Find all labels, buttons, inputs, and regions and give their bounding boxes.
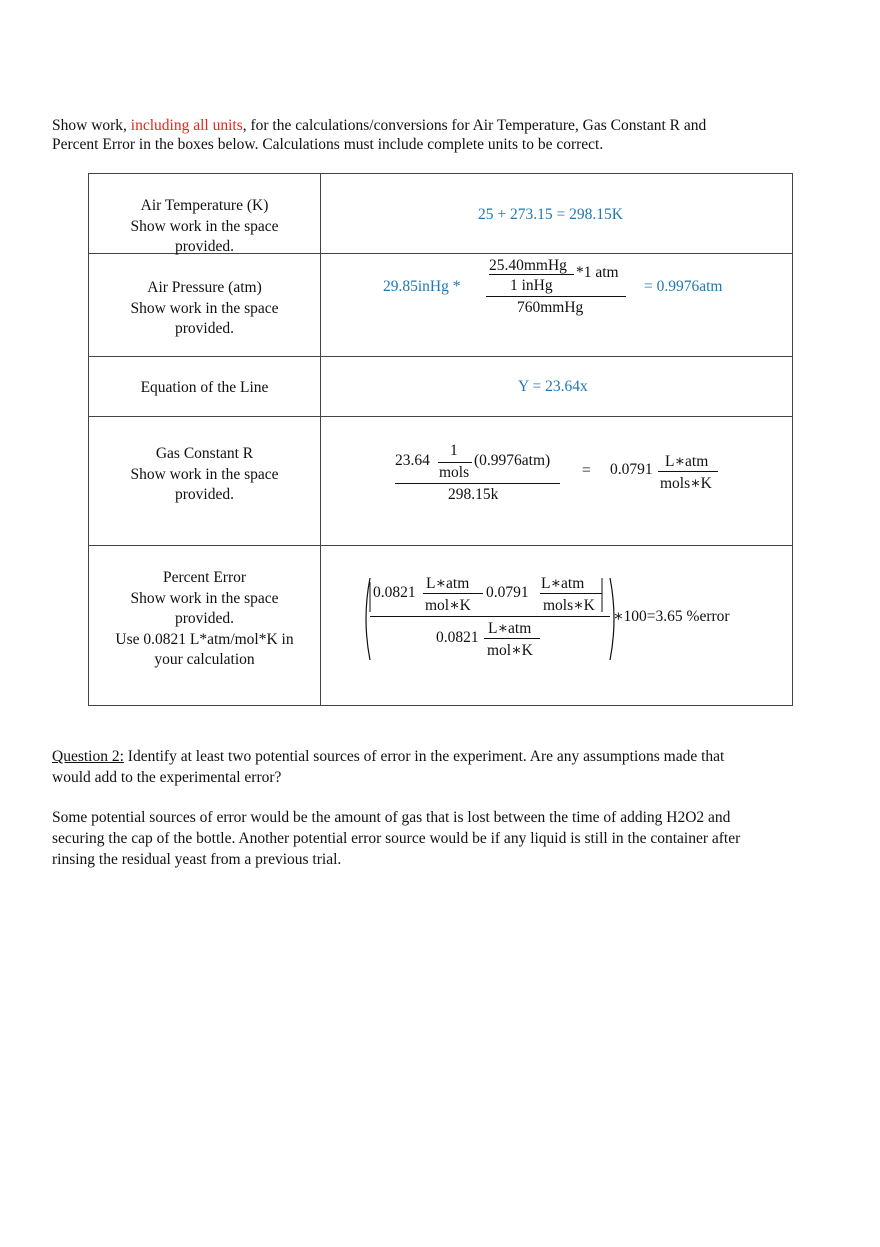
- pe-b-unit-top: L∗atm: [541, 575, 585, 592]
- air-temperature-answer: 25 + 273.15 = 298.15K: [478, 206, 623, 223]
- pe-a-unit-bottom: mol∗K: [425, 597, 471, 614]
- intro-highlight: including all units: [130, 117, 243, 134]
- pressure-num-bottom: 1 inHg: [510, 277, 553, 294]
- pe-main-fraction-bar: [370, 616, 610, 617]
- pe-b: 0.0791: [486, 584, 529, 601]
- row-divider: [88, 356, 793, 357]
- pressure-input: 29.85inHg *: [383, 278, 461, 295]
- gas-equals: =: [582, 462, 591, 479]
- gas-result: 0.0791: [610, 461, 653, 478]
- row-label-air-temperature: Air Temperature (K) Show work in the space provided.: [130, 197, 279, 255]
- intro-line-1: Show work, including all units, for the calculations/conversions for Air Temperature, Gas Constant R and: [52, 117, 707, 134]
- gas-denominator: 298.15k: [448, 486, 499, 503]
- row-label-gas-constant: Gas Constant R Show work in the space provided.: [130, 445, 279, 503]
- pressure-denominator: 760mmHg: [517, 299, 584, 316]
- row-label-equation: Equation of the Line: [140, 379, 269, 396]
- question-2-line-1: Question 2: Identify at least two potential sources of error in the experiment. Are any assumptions made that: [52, 748, 725, 765]
- equation-answer: Y = 23.64x: [518, 378, 588, 395]
- row-label-air-pressure: Air Pressure (atm) Show work in the space provided.: [130, 279, 279, 337]
- pe-c-unit-top: L∗atm: [488, 620, 532, 637]
- pe-a-unit-bar: [423, 593, 483, 594]
- pressure-fraction-bar: [486, 296, 626, 297]
- intro-line-2: Percent Error in the boxes below. Calculations must include complete units to be correct.: [52, 136, 604, 153]
- row-divider: [88, 545, 793, 546]
- row-divider: [88, 416, 793, 417]
- answer-line-2: securing the cap of the bottle. Another potential error source would be if any liquid is still in the container after: [52, 830, 741, 847]
- pe-a-unit-top: L∗atm: [426, 575, 470, 592]
- row-label-percent-error: Percent Error Show work in the space provided. Use 0.0821 L*atm/mol*K in your calculation: [115, 569, 294, 668]
- pe-result: ∗100=3.65 %error: [613, 608, 730, 625]
- pe-c-unit-bottom: mol∗K: [487, 642, 533, 659]
- pe-c: 0.0821: [436, 629, 479, 646]
- pe-c-unit-bar: [484, 638, 540, 639]
- pressure-inner-fraction-bar: [489, 274, 574, 275]
- question-2-line-2: would add to the experimental error?: [52, 769, 282, 786]
- gas-one: 1: [450, 442, 458, 459]
- answer-line-3: rinsing the residual yeast from a previous trial.: [52, 851, 342, 868]
- gas-unit-bottom: mols∗K: [660, 475, 712, 492]
- gas-paren: (0.9976atm): [474, 452, 551, 469]
- question-2-label: Question 2:: [52, 748, 124, 765]
- gas-mols: mols: [439, 464, 470, 481]
- gas-inner-fraction-bar: [438, 462, 472, 463]
- gas-coef: 23.64: [395, 452, 430, 469]
- pressure-result: = 0.9976atm: [644, 278, 723, 295]
- gas-unit-bar: [658, 471, 718, 472]
- answer-line-1: Some potential sources of error would be the amount of gas that is lost between the time of adding H2O2 and: [52, 809, 731, 826]
- gas-unit-top: L∗atm: [665, 453, 709, 470]
- pressure-num-mult: *1 atm: [576, 264, 619, 281]
- pe-b-unit-bottom: mols∗K: [543, 597, 595, 614]
- gas-fraction-bar: [395, 483, 560, 484]
- pe-b-unit-bar: [540, 593, 602, 594]
- pressure-num-top: 25.40mmHg: [489, 257, 567, 274]
- pe-a: 0.0821: [373, 584, 416, 601]
